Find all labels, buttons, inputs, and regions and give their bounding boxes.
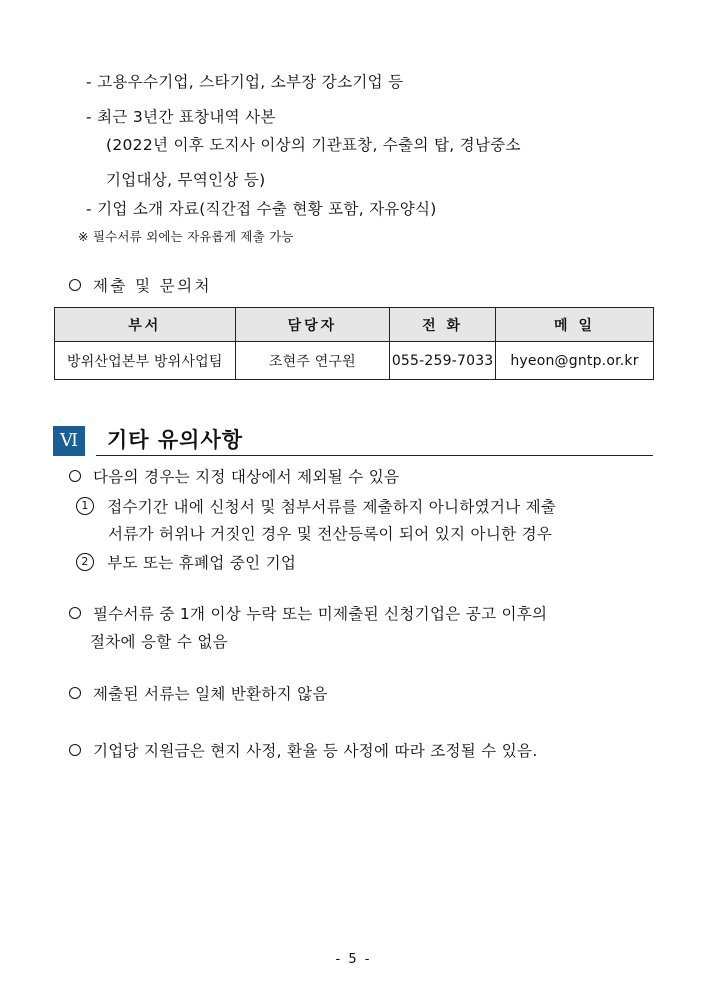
header-person: 담당자: [235, 308, 390, 342]
circle-bullet-icon: [69, 607, 81, 619]
note-item-1-line-a: 접수기간 내에 신청서 및 첨부서류를 제출하지 아니하였거나 제출: [107, 498, 557, 516]
contact-heading: [69, 276, 212, 296]
note-line: ※ 필수서류 외에는 자유롭게 제출 가능: [78, 229, 294, 244]
circled-number-icon: 2: [76, 553, 94, 571]
note-paragraph-2-line-a: 필수서류 중 1개 이상 누락 또는 미제출된 신청기업은 공고 이후의: [93, 605, 548, 623]
section-title: 기타 유의사항: [107, 428, 244, 452]
list-line-3: (2022년 이후 도지사 이상의 기관표창, 수출의 탑, 경남중소: [106, 136, 521, 154]
cell-phone: 055-259-7033: [390, 342, 496, 380]
header-email: 메 일: [496, 308, 654, 342]
cell-dept: 방위산업본부 방위사업팀: [55, 342, 236, 380]
note-item-1: [76, 497, 556, 517]
table-header-row: [55, 308, 654, 342]
section-divider: [96, 455, 653, 456]
circled-number-icon: 1: [76, 497, 94, 515]
contact-heading-text: 제출 및 문의처: [93, 277, 212, 295]
note-paragraph-3: [69, 684, 328, 704]
note-paragraph-4: [69, 741, 538, 761]
section-number-badge: Ⅵ: [53, 426, 85, 456]
note-paragraph-2: [69, 604, 547, 624]
note-paragraph-3-text: 제출된 서류는 일체 반환하지 않음: [93, 685, 328, 703]
table-row: [55, 342, 654, 380]
list-line-5: - 기업 소개 자료(직간접 수출 현황 포함, 자유양식): [86, 200, 437, 218]
note-paragraph-4-text: 기업당 지원금은 현지 사정, 환율 등 사정에 따라 조정될 수 있음.: [93, 742, 538, 760]
note-paragraph-1-text: 다음의 경우는 지정 대상에서 제외될 수 있음: [93, 468, 400, 486]
cell-email: hyeon@gntp.or.kr: [496, 342, 654, 380]
note-item-2-text: 부도 또는 휴폐업 중인 기업: [107, 554, 297, 572]
note-paragraph-2-line-b: 절차에 응할 수 없음: [90, 633, 228, 651]
page-number: - 5 -: [335, 952, 372, 967]
circle-bullet-icon: [69, 687, 81, 699]
contact-table: [54, 307, 654, 380]
circle-bullet-icon: [69, 279, 81, 291]
cell-person: 조현주 연구원: [235, 342, 390, 380]
list-line-1: - 고용우수기업, 스타기업, 소부장 강소기업 등: [86, 73, 404, 91]
header-dept: 부서: [55, 308, 236, 342]
list-line-4: 기업대상, 무역인상 등): [106, 171, 266, 189]
note-item-1-line-b: 서류가 허위나 거짓인 경우 및 전산등록이 되어 있지 아니한 경우: [108, 525, 553, 543]
circle-bullet-icon: [69, 470, 81, 482]
circle-bullet-icon: [69, 744, 81, 756]
header-phone: 전 화: [390, 308, 496, 342]
note-paragraph-1: [69, 467, 399, 487]
note-item-2: [76, 553, 296, 573]
list-line-2: - 최근 3년간 표창내역 사본: [86, 108, 276, 126]
